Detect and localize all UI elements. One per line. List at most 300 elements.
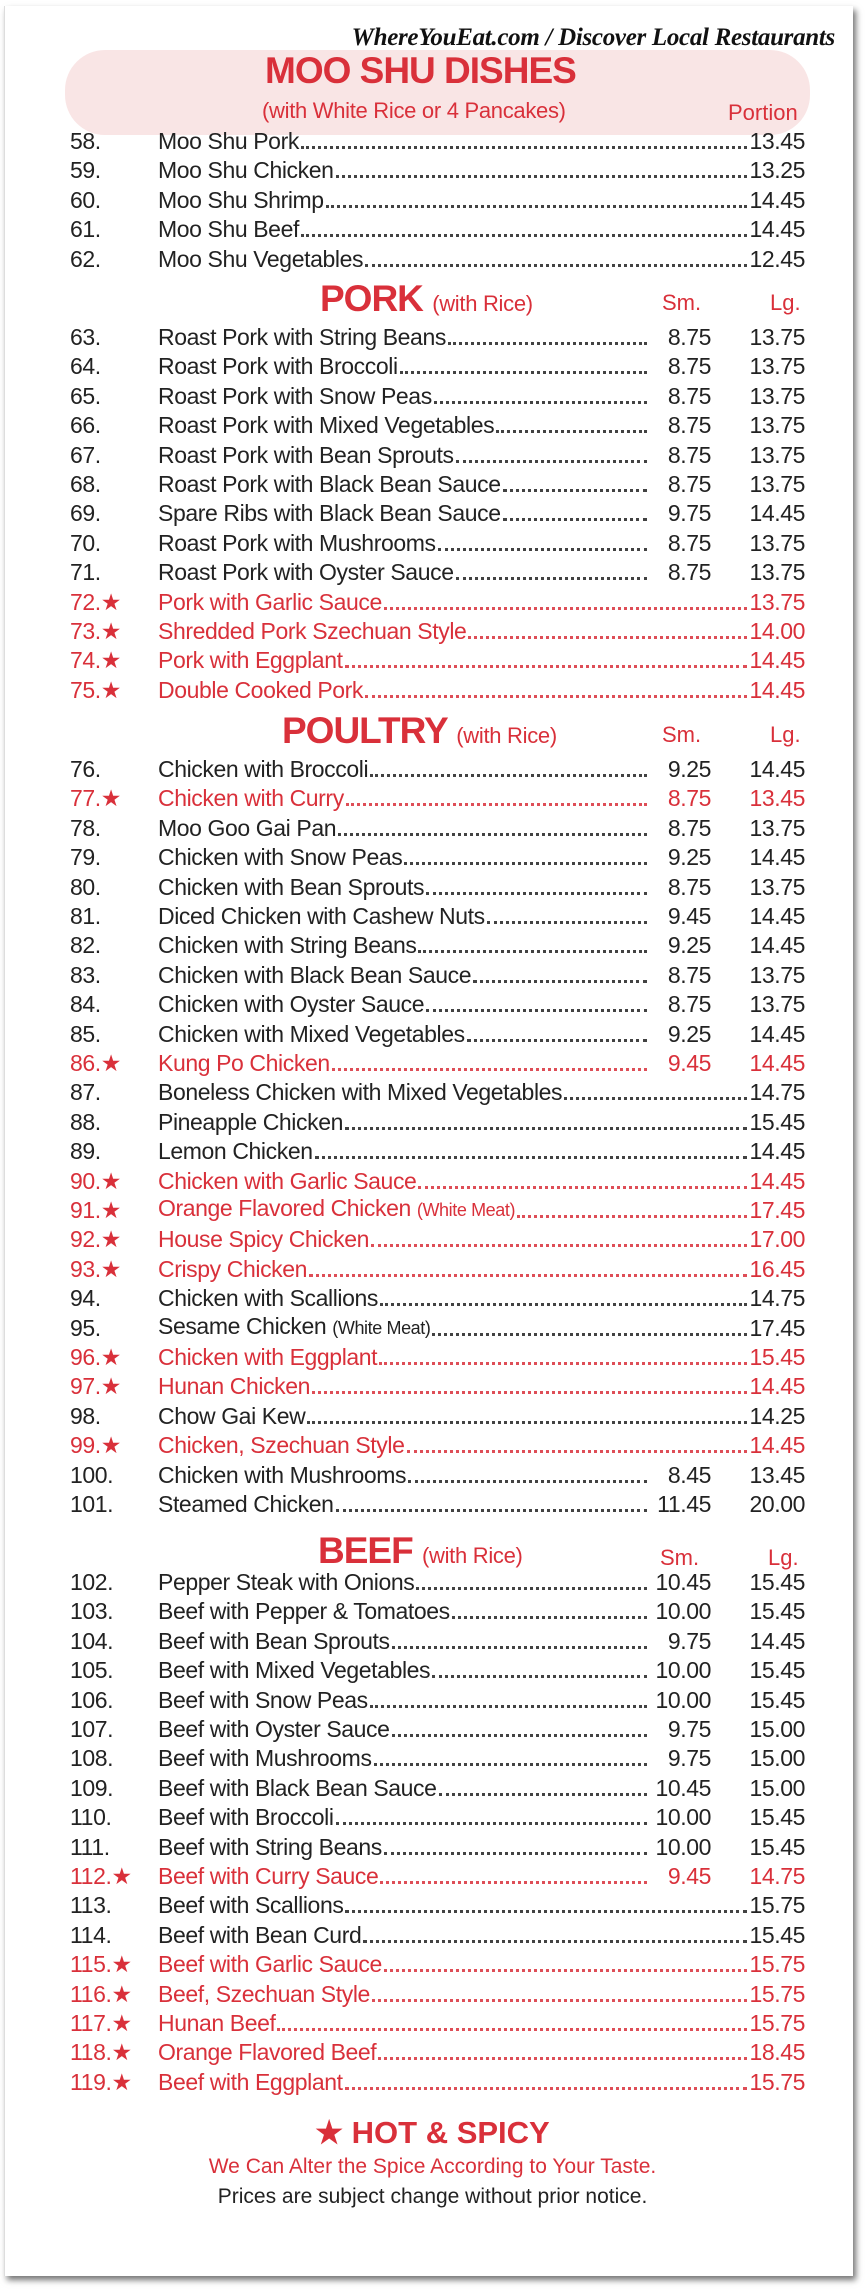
price-small: 10.45	[655, 1774, 711, 1801]
dot-leader	[301, 234, 747, 237]
item-number: 94.	[70, 1285, 101, 1312]
menu-item-row	[70, 989, 805, 1018]
price-small: 10.00	[655, 1833, 711, 1860]
item-name-text: Beef with Garlic Sauce	[158, 1951, 382, 1978]
item-name	[158, 1834, 382, 1861]
item-number: 95.	[70, 1314, 101, 1341]
price-large: 15.45	[749, 1804, 805, 1831]
menu-item-row	[70, 410, 805, 439]
item-number: 119.★	[70, 2068, 132, 2095]
item-name	[158, 1373, 310, 1400]
menu-item-row	[70, 1714, 805, 1743]
item-name	[158, 962, 471, 989]
item-name-text: Chicken with Mixed Vegetables	[158, 1020, 465, 1047]
item-note: (White Meat)	[332, 1317, 431, 1338]
item-number: 63.	[70, 324, 101, 350]
item-number: 73.★	[70, 618, 121, 644]
item-name-text: Moo Shu Pork	[158, 128, 299, 154]
item-name-text: Chicken with Garlic Sauce	[158, 1167, 417, 1194]
price-large: 14.45	[749, 1050, 805, 1076]
menu-item-row	[70, 1401, 805, 1430]
menu-item-row	[70, 1283, 805, 1312]
price-small: 9.25	[667, 932, 711, 959]
dot-leader	[473, 980, 647, 983]
item-number: 115.★	[70, 1951, 132, 1978]
price-small: 9.25	[667, 756, 711, 782]
menu-item-row	[70, 214, 805, 243]
dot-leader	[452, 1616, 647, 1619]
price-large: 15.45	[749, 1598, 805, 1625]
menu-item-row	[70, 1136, 805, 1165]
item-number: 88.	[70, 1108, 101, 1135]
dot-leader	[438, 548, 647, 551]
item-name	[158, 1050, 330, 1077]
item-number: 111.	[70, 1833, 110, 1860]
item-number: 64.	[70, 353, 101, 380]
price-small: 8.75	[667, 785, 711, 812]
menu-item-row	[70, 1596, 805, 1625]
price-large: 13.75	[749, 353, 805, 380]
item-name-text: House Spicy Chicken	[158, 1226, 370, 1253]
item-name-text: Moo Shu Chicken	[158, 157, 334, 184]
menu-item-row	[70, 1430, 805, 1459]
price-small: 9.75	[667, 1745, 711, 1772]
menu-item-row	[70, 1166, 805, 1195]
item-number: 66.	[70, 412, 101, 439]
item-number: 91.★	[70, 1197, 121, 1223]
price-small: 8.75	[667, 529, 711, 556]
section-title-moo-shu: MOO SHU DISHES	[265, 50, 576, 91]
item-number: 105.	[70, 1657, 114, 1684]
price-large: 14.75	[749, 1863, 805, 1889]
price: 15.75	[749, 1980, 805, 2007]
column-sm: Sm.	[662, 722, 702, 747]
price-large: 13.75	[749, 412, 805, 439]
item-number: 112.★	[70, 1863, 132, 1889]
dot-leader	[418, 1186, 747, 1189]
item-name-text: Pineapple Chicken	[158, 1108, 343, 1135]
item-name-text: Beef with Oyster Sauce	[158, 1716, 390, 1742]
menu-item-row	[70, 1832, 805, 1861]
item-name-text: Lemon Chicken	[158, 1138, 313, 1165]
dot-leader	[346, 803, 647, 806]
dot-leader	[564, 1097, 747, 1100]
menu-item-row	[70, 1949, 805, 1978]
item-name-text: Diced Chicken with Cashew Nuts	[158, 903, 485, 929]
item-name-text: Sesame Chicken	[158, 1312, 327, 1339]
price-small: 9.75	[667, 1716, 711, 1742]
price: 14.45	[749, 647, 805, 674]
dot-leader	[338, 833, 647, 836]
price-small: 8.75	[667, 961, 711, 988]
item-name-text: Chicken with Mushrooms	[158, 1461, 407, 1488]
dot-leader	[432, 1675, 647, 1678]
price: 14.45	[749, 216, 805, 243]
item-name	[158, 383, 432, 410]
price: 13.45	[749, 128, 805, 154]
menu-item-row	[70, 645, 805, 674]
dot-leader	[380, 1303, 747, 1306]
dot-leader	[517, 1215, 747, 1218]
item-name-text: Beef with Mushrooms	[158, 1745, 372, 1772]
item-number: 104.	[70, 1627, 114, 1654]
price: 17.45	[749, 1314, 805, 1341]
menu-item-row	[70, 440, 805, 469]
item-number: 81.	[70, 903, 101, 929]
dot-leader	[380, 1881, 647, 1884]
dot-leader	[384, 1852, 647, 1855]
item-name	[158, 216, 299, 243]
menu-item-row	[70, 155, 805, 184]
item-name	[158, 815, 336, 842]
price-large: 13.45	[749, 785, 805, 812]
price-large: 14.45	[749, 756, 805, 782]
price-large: 15.45	[749, 1686, 805, 1713]
price-large: 13.75	[749, 529, 805, 556]
item-name	[158, 1079, 562, 1106]
item-number: 75.★	[70, 676, 121, 703]
price: 15.75	[749, 1892, 805, 1919]
section-subtitle-moo-shu: (with White Rice or 4 Pancakes)	[262, 98, 566, 123]
item-name	[158, 1687, 368, 1714]
menu-item-row	[70, 842, 805, 871]
price-small: 9.45	[667, 1863, 711, 1889]
item-name-text: Pork with Garlic Sauce	[158, 588, 382, 615]
item-name	[158, 1195, 515, 1224]
item-name	[158, 1021, 465, 1048]
dot-leader	[400, 371, 647, 374]
item-name-text: Roast Pork with Snow Peas	[158, 382, 432, 409]
item-name	[158, 1804, 334, 1831]
dot-leader	[309, 1274, 747, 1277]
dot-leader	[336, 1822, 647, 1825]
dot-leader	[434, 401, 647, 404]
menu-item-row	[70, 351, 805, 380]
item-number: 69.	[70, 500, 101, 527]
item-name	[158, 471, 501, 498]
item-number: 117.★	[70, 2010, 132, 2036]
item-number: 70.	[70, 529, 101, 556]
dot-leader	[503, 489, 647, 492]
menu-item-row	[70, 2067, 805, 2096]
item-number: 92.★	[70, 1226, 121, 1253]
menu-item-row	[70, 872, 805, 901]
price: 14.25	[749, 1402, 805, 1429]
item-name-text: Beef with Mixed Vegetables	[158, 1657, 431, 1684]
item-number: 93.★	[70, 1255, 121, 1282]
menu-item-row	[70, 587, 805, 616]
menu-item-row	[70, 1048, 805, 1077]
item-name-text: Double Cooked Pork	[158, 676, 364, 703]
dot-leader	[363, 1940, 747, 1943]
item-name-text: Spare Ribs with Black Bean Sauce	[158, 500, 501, 527]
menu-item-row	[70, 1626, 805, 1655]
dot-leader	[426, 1009, 647, 1012]
dot-leader	[371, 1244, 747, 1247]
menu-item-row	[70, 557, 805, 586]
item-number: 108.	[70, 1745, 114, 1772]
price: 14.75	[749, 1285, 805, 1312]
item-name	[158, 128, 299, 155]
price-large: 14.45	[749, 500, 805, 527]
menu-item-row	[70, 185, 805, 214]
menu-item-row	[70, 381, 805, 410]
poultry-subtitle: (with Rice)	[456, 723, 557, 748]
beef-subtitle: (with Rice)	[421, 1543, 523, 1568]
item-name	[158, 785, 344, 812]
item-name	[158, 187, 324, 214]
dot-leader	[418, 950, 647, 953]
menu-item-row	[70, 2008, 805, 2037]
price-large: 13.75	[749, 814, 805, 841]
price-large: 14.45	[749, 844, 805, 871]
item-name-text: Steamed Chicken	[158, 1491, 334, 1517]
item-number: 99.★	[70, 1432, 121, 1459]
item-number: 80.	[70, 873, 101, 900]
menu-item-row	[70, 528, 805, 557]
watermark: WhereYouEat.com / Discover Local Restaurants	[351, 24, 835, 51]
price-small: 9.45	[667, 903, 711, 929]
dot-leader	[372, 1999, 748, 2002]
price-large: 13.75	[749, 991, 805, 1018]
price-small: 8.75	[667, 814, 711, 841]
dot-leader	[345, 1910, 747, 1913]
menu-item-row	[70, 1019, 805, 1048]
dot-leader	[408, 1480, 647, 1483]
item-name	[158, 1716, 390, 1743]
item-number: 118.★	[70, 2039, 132, 2066]
item-name	[158, 559, 454, 586]
item-name-text: Roast Pork with Mushrooms	[158, 529, 436, 556]
item-name	[158, 1775, 437, 1802]
item-name-text: Kung Po Chicken	[158, 1050, 330, 1076]
price-small: 9.75	[667, 500, 711, 527]
price-large: 14.45	[749, 903, 805, 929]
item-name	[158, 1598, 450, 1625]
item-name	[158, 1168, 416, 1195]
menu-item-row	[70, 1460, 805, 1489]
item-name-text: Chicken with Snow Peas	[158, 844, 403, 871]
item-name	[158, 1432, 405, 1459]
item-number: 106.	[70, 1686, 114, 1713]
dot-leader	[407, 1450, 748, 1453]
item-name-text: Beef with Scallions	[158, 1892, 344, 1919]
menu-item-row	[70, 1567, 805, 1596]
item-name-text: Beef with Black Bean Sauce	[158, 1774, 437, 1801]
price-large: 14.45	[749, 1020, 805, 1047]
price-large: 15.00	[749, 1745, 805, 1772]
column-sm: Sm.	[660, 1545, 700, 1570]
item-name	[158, 2069, 343, 2096]
item-name	[158, 1109, 343, 1136]
item-number: 98.	[70, 1402, 101, 1429]
dot-leader	[456, 577, 647, 580]
item-name	[158, 1344, 377, 1371]
price-small: 10.00	[655, 1686, 711, 1713]
item-name	[158, 2010, 275, 2037]
dot-leader	[345, 665, 748, 668]
dot-leader	[370, 774, 647, 777]
dot-leader	[439, 1793, 647, 1796]
price-small: 10.45	[655, 1569, 711, 1595]
dot-leader	[336, 175, 748, 178]
item-name	[158, 1569, 414, 1596]
item-number: 116.★	[70, 1980, 132, 2007]
dot-leader	[378, 2057, 747, 2060]
item-name-text: Pepper Steak with Onions	[158, 1569, 415, 1595]
pork-title: PORK	[320, 278, 423, 319]
item-name	[158, 1226, 369, 1253]
item-name-text: Roast Pork with Bean Sprouts	[158, 441, 454, 468]
dot-leader	[416, 1587, 647, 1590]
column-lg: Lg.	[770, 722, 801, 747]
dot-leader	[370, 1705, 647, 1708]
item-number: 72.★	[70, 588, 121, 615]
menu-item-row	[70, 1254, 805, 1283]
item-name-text: Beef, Szechuan Style	[158, 1980, 370, 2007]
item-note: (White Meat)	[416, 1200, 516, 1220]
dot-leader	[426, 892, 647, 895]
item-name	[158, 1628, 390, 1655]
item-name	[158, 530, 436, 557]
item-name	[158, 412, 494, 439]
item-name	[158, 324, 446, 351]
menu-item-row	[70, 126, 805, 155]
price: 17.45	[749, 1197, 805, 1223]
price-small: 10.00	[655, 1804, 711, 1831]
item-name-text: Roast Pork with Broccoli	[158, 353, 398, 380]
item-name-text: Beef with Bean Sprouts	[158, 1627, 390, 1654]
item-number: 90.★	[70, 1167, 121, 1194]
price-large: 13.75	[749, 559, 805, 586]
item-number: 76.	[70, 756, 101, 782]
section-title-beef	[318, 1530, 523, 1572]
price: 15.45	[749, 1344, 805, 1370]
hot-spicy-legend: ★ HOT & SPICY	[315, 2115, 550, 2150]
menu-item-row	[70, 813, 805, 842]
price-small: 9.25	[667, 844, 711, 871]
item-name-text: Hunan Chicken	[158, 1373, 311, 1400]
price-large: 15.45	[749, 1657, 805, 1684]
item-number: 65.	[70, 382, 101, 409]
item-name	[158, 844, 402, 871]
item-name	[158, 1403, 305, 1430]
item-number: 109.	[70, 1774, 114, 1801]
dot-leader	[365, 264, 747, 267]
price: 14.45	[749, 676, 805, 703]
price-small: 8.45	[667, 1461, 711, 1488]
item-name-text: Moo Shu Vegetables	[158, 245, 364, 272]
item-number: 71.	[70, 559, 101, 586]
price: 16.45	[749, 1255, 805, 1282]
column-lg: Lg.	[768, 1545, 799, 1570]
column-lg: Lg.	[770, 290, 801, 315]
price: 14.45	[749, 1432, 805, 1459]
item-number: 102.	[70, 1569, 114, 1595]
dot-leader	[456, 460, 647, 463]
menu-item-row	[70, 322, 805, 351]
dot-leader	[496, 430, 647, 433]
menu-item-row	[70, 675, 805, 704]
item-name-text: Chow Gai Kew	[158, 1402, 306, 1429]
price-large: 15.45	[749, 1833, 805, 1860]
item-name-text: Beef with Curry Sauce	[158, 1863, 379, 1889]
item-name-text: Chicken with Broccoli	[158, 756, 369, 782]
item-name-text: Chicken with String Beans	[158, 932, 417, 959]
item-name-text: Chicken with Bean Sprouts	[158, 873, 425, 900]
pork-subtitle: (with Rice)	[432, 291, 533, 316]
section-title-poultry	[282, 710, 557, 752]
item-name	[158, 1256, 307, 1283]
item-number: 103.	[70, 1598, 114, 1625]
price-large: 13.75	[749, 961, 805, 988]
item-name-text: Shredded Pork Szechuan Style	[158, 618, 467, 644]
item-number: 83.	[70, 961, 101, 988]
item-number: 62.	[70, 245, 101, 272]
price: 15.45	[749, 1921, 805, 1948]
item-name	[158, 589, 382, 616]
price-small: 8.75	[667, 991, 711, 1018]
menu-item-row	[70, 1107, 805, 1136]
price: 14.00	[749, 618, 805, 644]
price-small: 9.45	[667, 1050, 711, 1076]
item-number: 113.	[70, 1892, 112, 1919]
item-name-text: Beef with Eggplant	[158, 2068, 343, 2095]
dot-leader	[432, 1333, 747, 1336]
price: 13.25	[749, 157, 805, 184]
price-note: Prices are subject change without prior notice.	[217, 2185, 648, 2208]
item-name-text: Moo Shu Beef	[158, 216, 299, 243]
item-name-text: Chicken with Scallions	[158, 1285, 379, 1312]
menu-item-row	[70, 1890, 805, 1919]
dot-leader	[392, 1646, 647, 1649]
item-name	[158, 2039, 376, 2066]
menu-item-row	[70, 1802, 805, 1831]
item-number: 68.	[70, 471, 101, 497]
item-name	[158, 1285, 378, 1312]
item-name-text: Chicken with Black Bean Sauce	[158, 961, 472, 988]
price-large: 13.75	[749, 471, 805, 497]
item-number: 97.★	[70, 1373, 121, 1400]
price-small: 9.25	[667, 1020, 711, 1047]
dot-leader	[448, 342, 647, 345]
dot-leader	[332, 1068, 647, 1071]
item-name	[158, 1657, 430, 1684]
item-name-text: Roast Pork with Mixed Vegetables	[158, 412, 495, 439]
item-name-text: Moo Goo Gai Pan	[158, 814, 337, 841]
item-number: 101.	[70, 1491, 114, 1517]
menu-item-row	[70, 1655, 805, 1684]
menu-item-row	[70, 1077, 805, 1106]
price: 17.00	[749, 1226, 805, 1253]
dot-leader	[468, 636, 747, 639]
price: 15.75	[749, 2010, 805, 2036]
dot-leader	[365, 695, 747, 698]
price-large: 20.00	[749, 1491, 805, 1517]
item-name-text: Beef with Snow Peas	[158, 1686, 368, 1713]
item-name-text: Orange Flavored Chicken	[158, 1195, 411, 1221]
menu-item-row	[70, 1342, 805, 1371]
item-name-text: Roast Pork with String Beans	[158, 324, 446, 350]
item-name	[158, 353, 398, 380]
menu-item-row	[70, 244, 805, 273]
item-name	[158, 246, 363, 273]
price-large: 13.75	[749, 441, 805, 468]
column-portion: Portion	[728, 100, 798, 125]
price-small: 8.75	[667, 412, 711, 439]
item-name-text: Beef with Broccoli	[158, 1804, 334, 1831]
price: 13.75	[749, 588, 805, 615]
